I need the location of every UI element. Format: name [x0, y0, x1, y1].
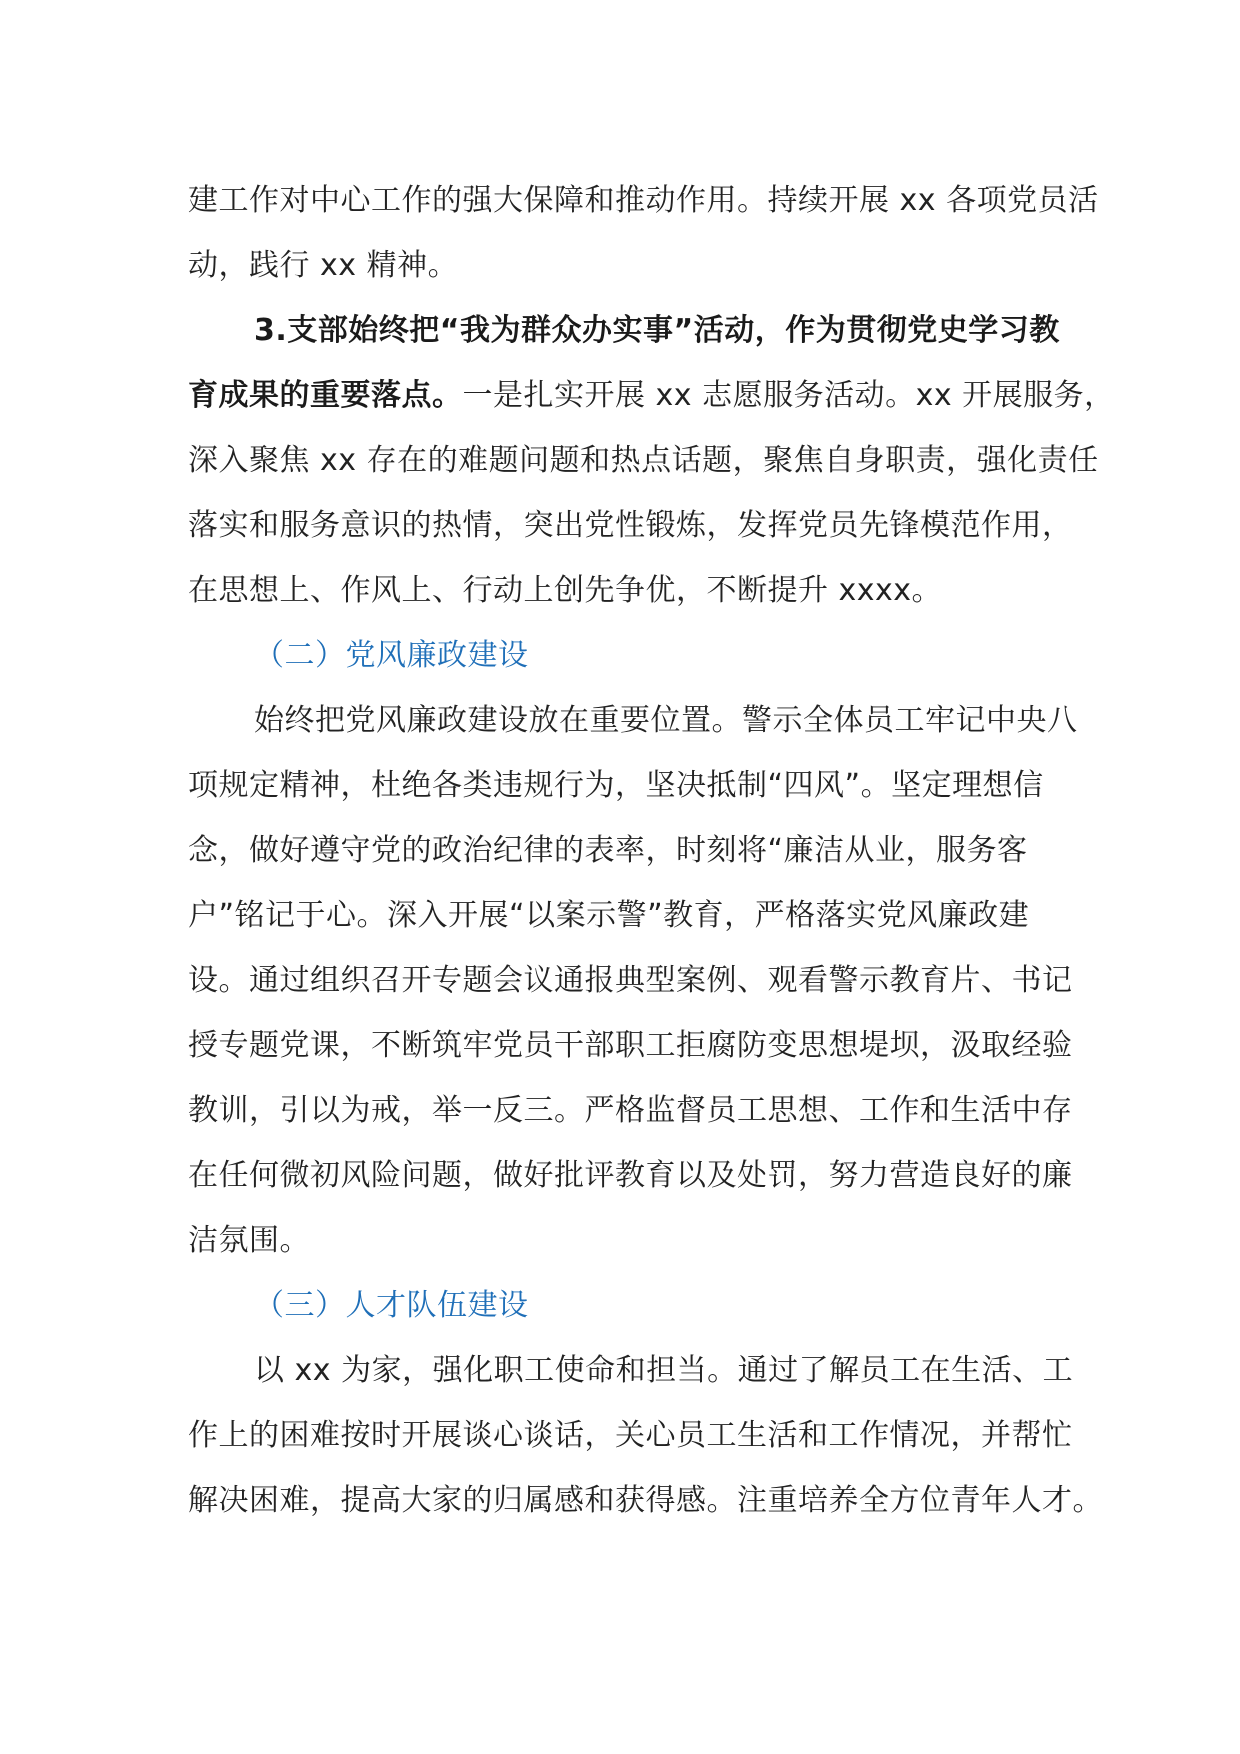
- section-heading-talent: （三）人才队伍建设: [254, 1288, 529, 1323]
- bold-lead-sentence: 3.支部始终把“我为群众办实事”活动，作为贯彻党史学习教: [254, 313, 1060, 348]
- text-line: 在任何微初风险问题，做好批评教育以及处罚，努力营造良好的廉: [188, 1158, 1073, 1193]
- text-line: 建工作对中心工作的强大保障和推动作用。持续开展 xx 各项党员活: [188, 183, 1099, 218]
- text-line: 项规定精神，杜绝各类违规行为，坚决抵制“四风”。坚定理想信: [188, 768, 1044, 803]
- paragraph-party-building-continued: [188, 168, 1099, 298]
- section-heading-integrity: （二）党风廉政建设: [254, 638, 529, 673]
- text-line: 动，践行 xx 精神。: [188, 248, 459, 283]
- text-line: 洁氛围。: [188, 1223, 310, 1258]
- text-line: 户”铭记于心。深入开展“以案示警”教育，严格落实党风廉政建: [188, 898, 1030, 933]
- text-segment: 一是扎实开展 xx 志愿服务活动。xx 开展服务，: [462, 378, 1115, 413]
- paragraph-talent: [188, 1338, 1103, 1533]
- text-line: 教训，引以为戒，举一反三。严格监督员工思想、工作和生活中存: [188, 1093, 1073, 1128]
- text-line: 作上的困难按时开展谈心谈话，关心员工生活和工作情况，并帮忙: [188, 1418, 1073, 1453]
- paragraph-integrity: [188, 688, 1078, 1273]
- bold-lead-sentence-end: 育成果的重要落点。: [188, 378, 463, 413]
- text-line: 在思想上、作风上、行动上创先争优，不断提升 xxxx。: [188, 573, 943, 608]
- text-line: [188, 363, 1115, 428]
- text-line: 落实和服务意识的热情，突出党性锻炼，发挥党员先锋模范作用，: [188, 508, 1073, 543]
- text-line: 念，做好遵守党的政治纪律的表率，时刻将“廉洁从业，服务客: [188, 833, 1028, 868]
- text-line: 解决困难，提高大家的归属感和获得感。注重培养全方位青年人才。: [188, 1483, 1103, 1518]
- text-line: 深入聚焦 xx 存在的难题问题和热点话题，聚焦自身职责，强化责任: [188, 443, 1099, 478]
- text-line: 授专题党课，不断筑牢党员干部职工拒腐防变思想堤坝，汲取经验: [188, 1028, 1073, 1063]
- text-line: 设。通过组织召开专题会议通报典型案例、观看警示教育片、书记: [188, 963, 1073, 998]
- document-page: [188, 168, 1115, 1533]
- text-line: 始终把党风廉政建设放在重要位置。警示全体员工牢记中央八: [254, 703, 1078, 738]
- text-line: 以 xx 为家，强化职工使命和担当。通过了解员工在生活、工: [254, 1353, 1074, 1388]
- paragraph-serve-the-people: [188, 298, 1115, 623]
